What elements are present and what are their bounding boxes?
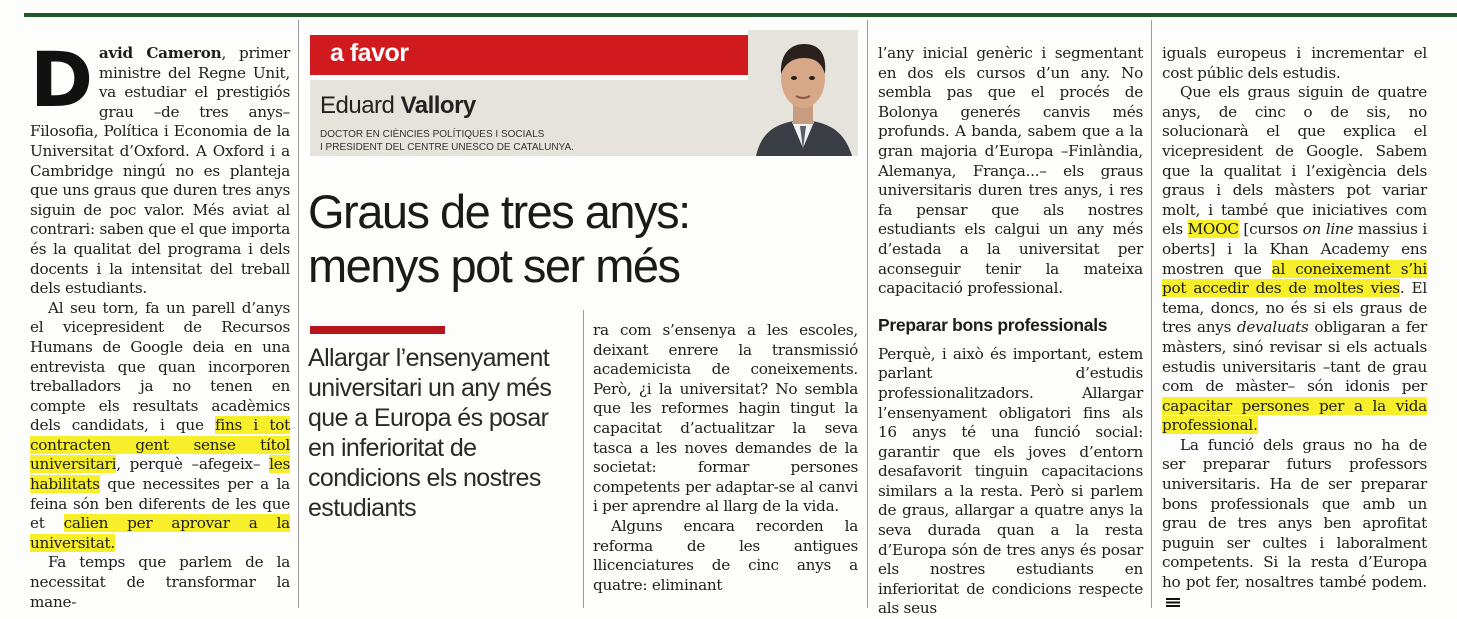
headline-line: Graus de tres anys: xyxy=(308,185,690,238)
column-divider xyxy=(298,20,299,608)
author-last-name: Vallory xyxy=(400,92,476,119)
highlighted-text: capacitar persones per a la vida professional. xyxy=(1162,396,1427,435)
paragraph-text: Fa temps que parlem de la necessitat de transformar la mane- xyxy=(30,553,290,611)
paragraph-text: [cursos xyxy=(1238,220,1303,239)
paragraph-text: Que els graus siguin de quatre anys, de cinc o de sis, no solucionarà el que explica el vicepresident de Google. Sabem que la qualitat i l’exigència dels graus i dels màsters pot variar molt, i també que iniciatives com els xyxy=(1162,83,1427,239)
column-divider xyxy=(1151,20,1152,608)
highlighted-text: les habilitats xyxy=(30,455,290,494)
article-column-1 xyxy=(30,35,290,612)
pullquote-rule xyxy=(310,326,445,334)
paragraph-text: massius i oberts] i la Khan Academy ens mostren que xyxy=(1162,220,1427,278)
author-first-name: Eduard xyxy=(320,92,395,119)
column-divider xyxy=(867,20,868,608)
headline-line: menys pot ser més xyxy=(308,239,680,292)
article-column-4 xyxy=(1162,44,1427,612)
paragraph-text: , primer ministre del Regne Unit, va estudiar el prestigiós grau –de tres anys– Filosofia, Política i Economia de la Universitat d’Oxford. A Oxford i a Cambridge ningú no es planteja que uns graus que duren tres anys siguin de poc valor. Més aviat al contrari: saben que el que importa és la qualitat del programa i dels docents i la intensitat del treball dels estudiants. xyxy=(30,44,290,298)
pullquote: Allargar l’ensenyament universitari un any més que a Europa és posar en inferioritat de condicions els nostres estudiants xyxy=(308,344,552,522)
paragraph-text: l’any inicial genèric i segmentant en dos els cursos d’un any. No sembla pas que el procés de Bolonya generés canvis més profunds. A banda, sabem que a la gran majoria d’Europa –Finlàndia, Alemanya, França...– els graus universitaris duren tres anys, i res fa pensar que als nostres estudiants els calgui un any més d’estada a la universitat per aconseguir tenir la mateixa capacitació professional. xyxy=(878,44,1143,298)
highlighted-text: fins i tot contracten gent sense títol universitari xyxy=(30,416,290,474)
paragraph-text: obligaran a fer màsters, sinó revisar si els actuals estudis universitaris –tant de grau com de màster– són idonis per xyxy=(1162,318,1427,396)
italic-text: devaluats xyxy=(1236,318,1309,337)
article-column-2 xyxy=(593,321,858,595)
drop-cap: D xyxy=(30,35,93,124)
highlighted-text: al coneixement s’hi pot accedir des de moltes vies xyxy=(1162,259,1427,298)
author-bio-line: I PRESIDENT DEL CENTRE UNESCO DE CATALUNYA. xyxy=(320,141,574,153)
headline xyxy=(308,185,858,293)
italic-text: on line xyxy=(1302,220,1354,239)
paragraph-text: Al seu torn, fa un parell d’anys el vicepresident de Recursos Humans de Google deia en una entrevista que quan incorporen treballadors ja no tenen en compte els resultats acadèmics dels candidats, i que xyxy=(30,298,290,435)
paragraph-text: La funció dels graus no ha de ser preparar futurs professors universitaris. Ha de ser preparar bons professionals que amb un grau de tres anys ben aprofitat puguin ser cultes i laboralment competents. Si la resta d’Europa ho pot fer, nosaltres també podem. xyxy=(1162,435,1427,592)
highlighted-text: MOOC xyxy=(1187,220,1239,239)
paragraph-text: Perquè, i això és important, estem parlant d’estudis professionalitzadors. Allargar l’ensenyament obligatori fins als 16 anys té una funció social: garantir que els joves d’entorn desafavorit tinguin capacitacions similars a la resta. Però si parlem de graus, allargar a quatre anys la seva durada quan a la resta d’Europa són de tres anys és posar els nostres estudiants en inferioritat de condicions respecte als seus xyxy=(878,344,1143,618)
lead-name: avid Cameron xyxy=(98,44,222,62)
top-rule xyxy=(24,13,1457,17)
paragraph-text: . El tema, doncs, no és si els graus de tres anys xyxy=(1162,279,1427,337)
highlighted-text: calien per aprovar a la universitat. xyxy=(30,514,290,552)
section-label: a favor xyxy=(330,39,409,67)
column-divider xyxy=(583,310,584,608)
article-column-3 xyxy=(878,44,1143,619)
author-bio-line: DOCTOR EN CIÈNCIES POLÍTIQUES I SOCIALS xyxy=(320,129,545,140)
end-of-article-icon xyxy=(1166,598,1180,607)
subheading: Preparar bons professionals xyxy=(878,314,1108,335)
paragraph-text: que necessites per a la feina són ben diferents de les que et xyxy=(30,475,290,533)
paragraph-text: iguals europeus i incrementar el cost públic dels estudis. xyxy=(1162,44,1427,82)
author-photo xyxy=(748,30,858,156)
author-name xyxy=(320,92,476,120)
author-bio xyxy=(320,129,574,154)
paragraph-text: , perquè –afegeix– xyxy=(116,455,270,474)
paragraph-text: ra com s’ensenya a les escoles, deixant enrere la transmissió academicista de coneixements. Però, ¿i la universitat? No sembla que les reformes hagin tingut la capacitat d’actualitzar la seva tasca a les noves demandes de la societat: formar persones competents per adaptar-se al canvi i per aprendre al llarg de la vida. xyxy=(593,321,858,516)
paragraph-text: Alguns encara recorden la reforma de les antigues llicenciatures de cinc anys a quatre: eliminant xyxy=(593,516,858,594)
